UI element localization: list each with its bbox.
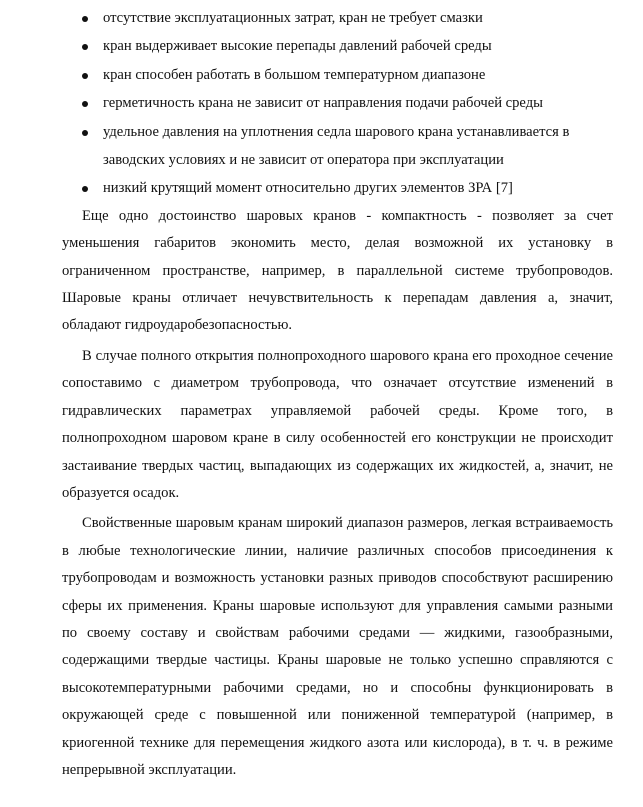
list-item	[62, 174, 613, 202]
list-item	[62, 32, 613, 60]
list-item	[62, 4, 613, 32]
bullet-icon	[82, 16, 88, 22]
list-item-text: отсутствие эксплуатационных затрат, кран не требует смазки	[103, 10, 483, 26]
bullet-icon	[82, 130, 88, 136]
bullet-icon	[82, 44, 88, 50]
list-item	[62, 89, 613, 117]
list-item-text: кран выдерживает высокие перепады давлений рабочей среды	[103, 38, 492, 55]
bullet-icon	[82, 101, 88, 107]
list-item	[62, 61, 613, 89]
bullet-icon	[82, 73, 88, 79]
list-item	[62, 118, 613, 175]
paragraph-applications: Свойственные шаровым кранам широкий диапазон размеров, легкая встраиваемость в любые технологические линии, наличие различных способов присоединения к трубопроводам и возможность установки разных приводов способствуют расширению сферы их применения. Краны шаровые используют для управления самыми разными по своему составу и свойствам рабочими средами — жидкими, газообразными, содержащими твердые частицы. Краны шаровые не только успешно справляются с высокотемпературными рабочими средами, но и способны функционировать в окружающей среде с повышенной или пониженной температурой (например, в криогенной технике для перемещения жидкого азота или кислорода), в т. ч. в режиме непрерывной эксплуатации.	[62, 515, 613, 778]
advantages-list	[62, 4, 613, 203]
paragraph-compactness: Еще одно достоинство шаровых кранов - компактность - позволяет за счет уменьшения габаритов экономить место, делая возможной их установку в ограниченном пространстве, например, в параллельной системе трубопроводов. Шаровые краны отличает нечувствительность к перепадам давления а, значит, обладают гидроударобезопасностью.	[62, 207, 613, 334]
list-item-text: низкий крутящий момент относительно других элементов ЗРА [7]	[103, 180, 513, 197]
list-item-text: кран способен работать в большом температурном диапазоне	[103, 66, 486, 83]
paragraph-full-bore: В случае полного открытия полнопроходного шарового крана его проходное сечение сопоставимо с диаметром трубопровода, что означает отсутствие изменений в гидравлических параметрах управляемой рабочей среды. Кроме того, в полнопроходном шаровом кране в силу особенностей его конструкции не происходит застаивание твердых частиц, выпадающих из содержащих их жидкостей, а, значит, не образуется осадок.	[62, 347, 613, 501]
list-item-text: удельное давления на уплотнения седла шарового крана устанавливается в заводских условиях и не зависит от оператора при эксплуатации	[103, 123, 570, 169]
bullet-icon	[82, 186, 88, 192]
list-item-text: герметичность крана не зависит от направления подачи рабочей среды	[103, 95, 543, 112]
